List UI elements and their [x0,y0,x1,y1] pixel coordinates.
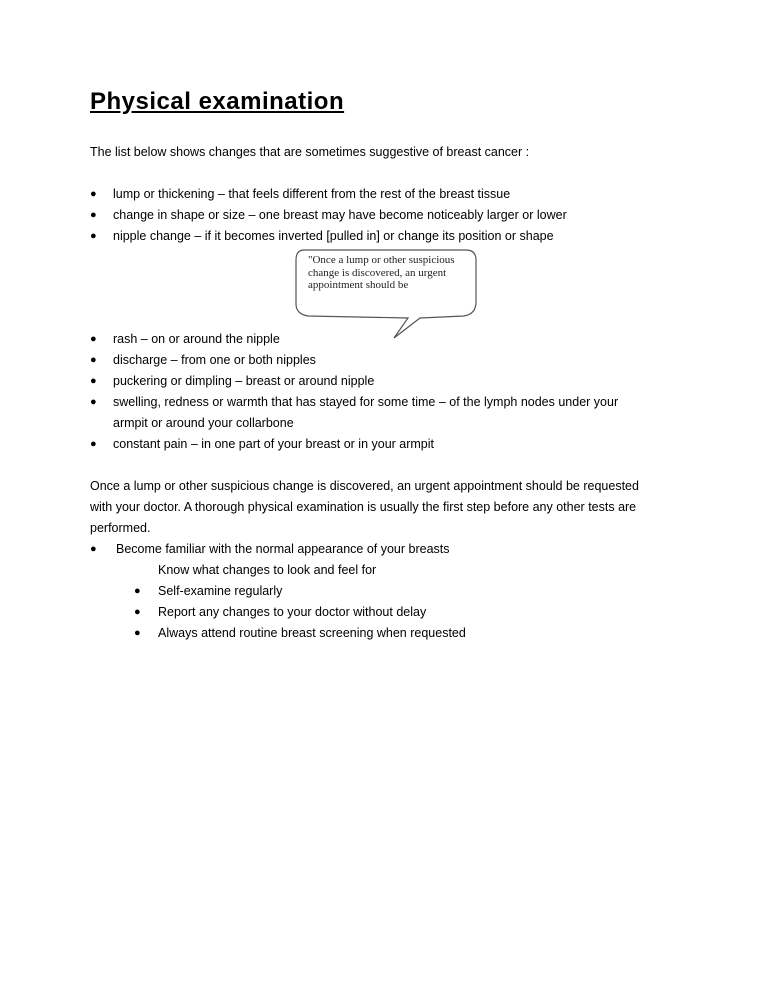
callout-bubble [290,246,480,342]
bullet-icon: ● [134,627,141,639]
page-title: Physical examination [90,88,345,115]
list-item: nipple change – if it becomes inverted [pulled in] or change its position or shape [113,229,554,243]
bullet-icon: ● [90,438,97,450]
bullet-icon: ● [134,585,141,597]
callout-quote: "Once a lump or other suspicious change is discovered, an urgent appointment should be [308,254,455,291]
tip-sub-plain: Know what changes to look and feel for [158,563,377,577]
intro-text: The list below shows changes that are sometimes suggestive of breast cancer : [90,145,530,159]
list-item: lump or thickening – that feels different from the rest of the breast tissue [113,187,511,201]
bullet-icon: ● [90,375,97,387]
list-item: swelling, redness or warmth that has stayed for some time – of the lymph nodes under your [113,395,619,409]
list-item: rash – on or around the nipple [113,332,280,346]
bullet-icon: ● [90,543,97,555]
paragraph-line: performed. [90,521,151,535]
tip-sub-item: Self-examine regularly [158,584,283,598]
list-item: discharge – from one or both nipples [113,353,316,367]
bullet-icon: ● [90,209,97,221]
list-item: change in shape or size – one breast may have become noticeably larger or lower [113,208,567,222]
bullet-icon: ● [90,333,97,345]
tip-main: Become familiar with the normal appearance of your breasts [116,542,450,556]
bullet-icon: ● [90,188,97,200]
bullet-icon: ● [90,354,97,366]
tip-sub-item: Always attend routine breast screening when requested [158,626,466,640]
bullet-icon: ● [90,396,97,408]
bullet-icon: ● [90,230,97,242]
list-item: constant pain – in one part of your breast or in your armpit [113,437,435,451]
paragraph-line: with your doctor. A thorough physical examination is usually the first step before any other tests are [90,500,637,514]
list-item-continuation: armpit or around your collarbone [113,416,294,430]
list-item: puckering or dimpling – breast or around nipple [113,374,375,388]
paragraph-line: Once a lump or other suspicious change is discovered, an urgent appointment should be requested [90,479,639,493]
tip-sub-item: Report any changes to your doctor without delay [158,605,427,619]
bullet-icon: ● [134,606,141,618]
